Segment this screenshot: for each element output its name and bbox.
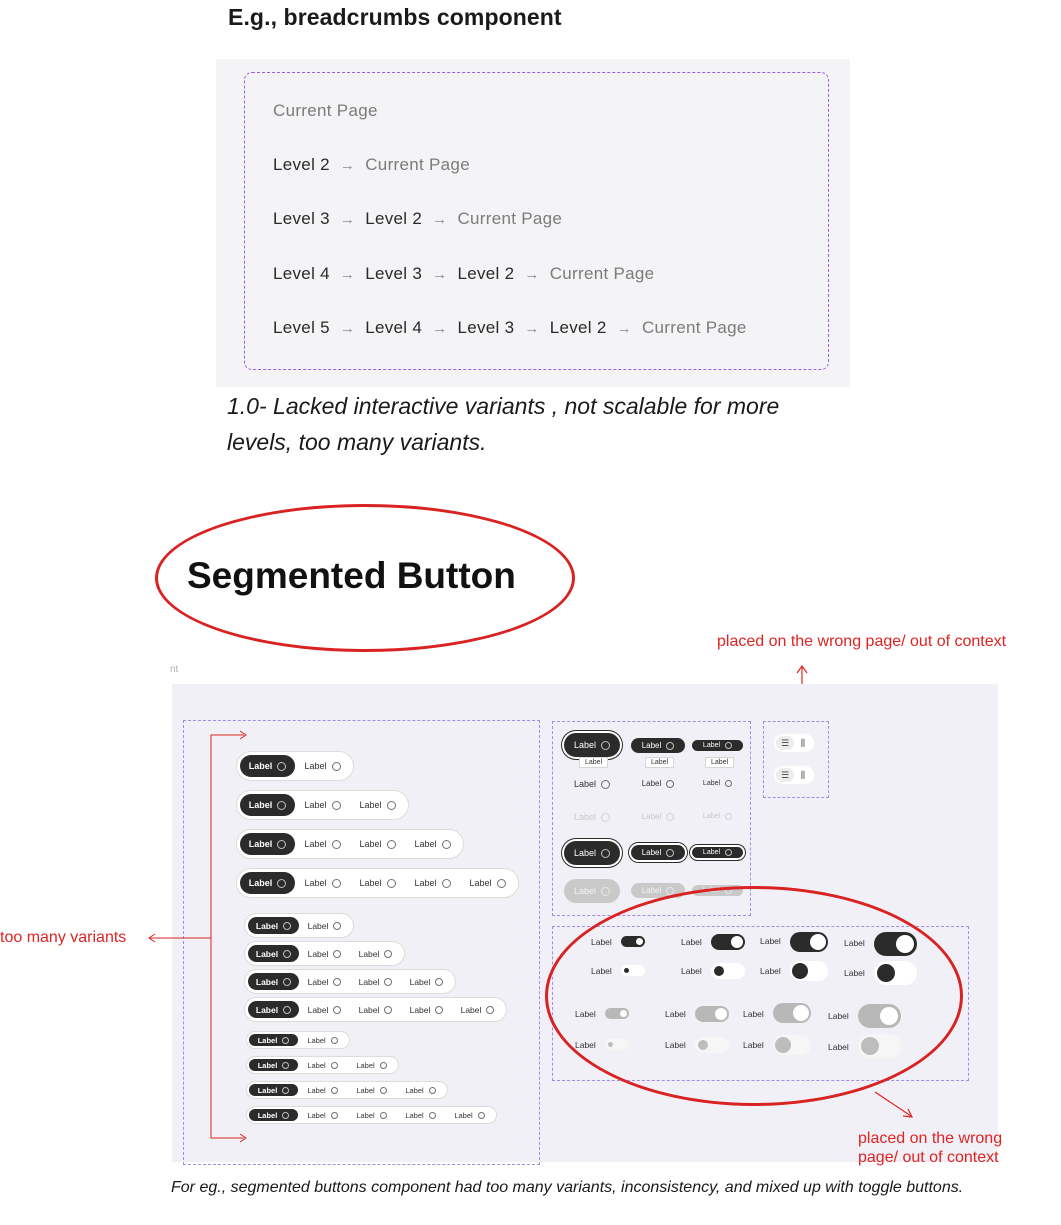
arrow-right-icon: →	[339, 319, 356, 337]
arrow-right-icon: →	[432, 265, 448, 283]
segment-option[interactable]: Label	[401, 973, 452, 990]
segment-option[interactable]: Label	[240, 794, 295, 816]
segment-option[interactable]: Label	[248, 1001, 299, 1018]
arrow-right-icon: →	[339, 265, 356, 283]
segment-option[interactable]: Label	[295, 872, 350, 894]
breadcrumbs-caption: 1.0- Lacked interactive variants , not scalable for more levels, too many variants.	[227, 393, 780, 455]
note-line: page/ out of context	[858, 1149, 999, 1166]
breadcrumb-current: Current Page	[457, 209, 563, 228]
toggle-label: Label	[844, 938, 865, 948]
segmented-small-3[interactable]	[246, 1056, 399, 1074]
segment-option[interactable]: Label	[350, 833, 405, 855]
breadcrumb-current: Current Page	[273, 101, 378, 120]
breadcrumb-row-3	[273, 209, 562, 229]
state-button-selected-disabled: Label	[564, 879, 620, 903]
toggle-label: Label	[591, 937, 612, 947]
breadcrumb-row-5	[273, 318, 747, 338]
stray-frame-label: nt	[170, 664, 179, 675]
breadcrumb-level[interactable]: Level 4	[365, 318, 423, 337]
arrow-right-icon: →	[339, 210, 356, 228]
state-button-disabled: Label	[631, 809, 685, 824]
breadcrumb-level[interactable]: Level 3	[457, 318, 515, 337]
breadcrumb-level[interactable]: Level 3	[273, 209, 330, 228]
segment-option[interactable]: Label	[295, 833, 350, 855]
segment-option[interactable]: Label	[298, 1084, 347, 1096]
segmented-small-5[interactable]	[246, 1106, 497, 1124]
column-view-icon[interactable]: ⫼	[800, 769, 806, 780]
segmented-large-3[interactable]	[236, 790, 409, 820]
segment-option[interactable]: Label	[347, 1109, 396, 1121]
arrow-right-icon: →	[524, 265, 540, 283]
breadcrumb-level[interactable]: Level 5	[273, 318, 330, 337]
segment-option[interactable]: Label	[249, 1084, 298, 1096]
variants-bracket	[140, 728, 252, 1144]
tooltip: Label	[579, 757, 608, 768]
state-button-default[interactable]: Label	[631, 776, 685, 791]
segment-option[interactable]: Label	[396, 1084, 445, 1096]
toggles-highlight-oval	[545, 886, 963, 1106]
segmented-large-4[interactable]	[236, 829, 464, 859]
segment-option[interactable]: Label	[350, 945, 401, 962]
arrow-right-icon: →	[524, 319, 540, 337]
segmented-small-2[interactable]	[246, 1031, 350, 1049]
tooltip: Label	[645, 757, 674, 768]
breadcrumb-row-2	[273, 155, 470, 175]
segment-option[interactable]: Label	[460, 872, 515, 894]
segmented-medium-3[interactable]	[244, 941, 405, 966]
breadcrumb-level[interactable]: Level 2	[549, 318, 607, 337]
segment-option[interactable]: Label	[240, 872, 295, 894]
segment-option[interactable]: Label	[350, 973, 401, 990]
segment-option[interactable]: Label	[248, 973, 299, 990]
state-button-default[interactable]: Label	[564, 772, 620, 796]
segment-option[interactable]: Label	[405, 833, 460, 855]
breadcrumb-level[interactable]: Level 2	[273, 155, 330, 174]
state-button-selected-disabled: Label	[631, 883, 685, 898]
segmented-medium-2[interactable]	[244, 913, 354, 938]
icon-segmented-control[interactable]	[774, 766, 814, 784]
segment-option[interactable]: Label	[248, 917, 299, 934]
segment-option[interactable]: Label	[248, 945, 299, 962]
segmented-large-5[interactable]	[236, 868, 519, 898]
segment-option[interactable]: Label	[445, 1109, 494, 1121]
segment-option[interactable]: Label	[405, 872, 460, 894]
state-button-selected[interactable]: Label	[631, 845, 685, 860]
icon-segmented-control[interactable]	[774, 734, 814, 752]
segment-option[interactable]: Label	[240, 833, 295, 855]
breadcrumb-current: Current Page	[549, 264, 655, 283]
state-button-selected[interactable]: Label	[692, 847, 743, 858]
toggle-label: Label	[575, 1040, 596, 1050]
toggle-label: Label	[828, 1011, 849, 1021]
toggle-label: Label	[575, 1009, 596, 1019]
segment-option[interactable]: Label	[249, 1034, 298, 1046]
segment-option[interactable]: Label	[295, 755, 350, 777]
breadcrumbs-heading: E.g., breadcrumbs component	[228, 4, 562, 30]
segmented-small-4[interactable]	[246, 1081, 448, 1099]
toggle-label: Label	[760, 936, 781, 946]
state-button-hover[interactable]: Label	[631, 738, 685, 753]
breadcrumb-level[interactable]: Level 3	[365, 264, 423, 283]
note-wrong-page-top: placed on the wrong page/ out of context	[717, 633, 1007, 650]
icon-segmented-frame	[763, 721, 829, 798]
toggle-label: Label	[743, 1009, 764, 1019]
segmented-medium-4[interactable]	[244, 969, 456, 994]
state-button-default[interactable]: Label	[692, 778, 743, 789]
state-button-hover-small[interactable]: Label	[692, 740, 743, 751]
state-button-selected-disabled: Label	[692, 885, 743, 896]
toggle-label: Label	[665, 1009, 686, 1019]
state-button-disabled: Label	[564, 805, 620, 829]
breadcrumb-row-1	[273, 101, 378, 121]
segmented-button-caption: For eg., segmented buttons component had too many variants, inconsistency, and mixed up with toggle buttons.	[171, 1179, 964, 1196]
segment-option[interactable]: Label	[299, 1001, 350, 1018]
segment-option[interactable]: Label	[347, 1059, 396, 1071]
list-view-icon[interactable]: ☰	[776, 736, 794, 750]
segmented-button-heading: Segmented Button	[187, 555, 516, 596]
segment-option[interactable]: Label	[240, 755, 295, 777]
note-wrong-page-bottom	[858, 1129, 1002, 1167]
segment-option[interactable]: Label	[295, 794, 350, 816]
toggle-label: Label	[844, 968, 865, 978]
segment-option[interactable]: Label	[298, 1034, 347, 1046]
arrow-right-icon: →	[432, 319, 448, 337]
note-line: placed on the wrong	[858, 1130, 1003, 1147]
segment-option[interactable]: Label	[396, 1109, 445, 1121]
breadcrumb-current: Current Page	[365, 155, 470, 174]
segment-option[interactable]: Label	[347, 1084, 396, 1096]
breadcrumb-level[interactable]: Level 2	[365, 209, 423, 228]
state-button-selected[interactable]: Label	[564, 841, 620, 865]
breadcrumb-row-4	[273, 264, 654, 284]
segment-option[interactable]: Label	[452, 1001, 503, 1018]
segmented-large-2[interactable]	[236, 751, 354, 781]
column-view-icon[interactable]: ⫼	[800, 737, 806, 748]
segment-option[interactable]: Label	[299, 945, 350, 962]
toggle-label: Label	[681, 966, 702, 976]
breadcrumb-current: Current Page	[641, 318, 747, 337]
state-button-disabled: Label	[692, 811, 743, 822]
segment-option[interactable]: Label	[299, 917, 350, 934]
segment-option[interactable]: Label	[350, 1001, 401, 1018]
toggle-label: Label	[681, 937, 702, 947]
toggle-label: Label	[665, 1040, 686, 1050]
breadcrumb-level[interactable]: Level 4	[273, 264, 330, 283]
segment-option[interactable]: Label	[249, 1109, 298, 1121]
toggle-label: Label	[591, 966, 612, 976]
toggle-label: Label	[828, 1042, 849, 1052]
arrow-right-icon: →	[616, 319, 632, 337]
arrow-down-right-icon	[872, 1089, 916, 1121]
segment-option[interactable]: Label	[299, 973, 350, 990]
arrow-right-icon: →	[339, 156, 356, 174]
state-button-focused[interactable]: Label	[564, 733, 620, 757]
segment-option[interactable]: Label	[401, 1001, 452, 1018]
segment-option[interactable]: Label	[350, 794, 405, 816]
toggle-label: Label	[743, 1040, 764, 1050]
tooltip: Label	[705, 757, 734, 768]
note-too-many-variants: too many variants	[0, 929, 127, 946]
toggle-label: Label	[760, 966, 781, 976]
segment-option[interactable]: Label	[298, 1059, 347, 1071]
segmented-medium-5[interactable]	[244, 997, 507, 1022]
segment-option[interactable]: Label	[350, 872, 405, 894]
segment-option[interactable]: Label	[249, 1059, 298, 1071]
segment-option[interactable]: Label	[298, 1109, 347, 1121]
arrow-right-icon: →	[432, 210, 448, 228]
breadcrumb-level[interactable]: Level 2	[457, 264, 515, 283]
list-view-icon[interactable]: ☰	[776, 768, 794, 782]
